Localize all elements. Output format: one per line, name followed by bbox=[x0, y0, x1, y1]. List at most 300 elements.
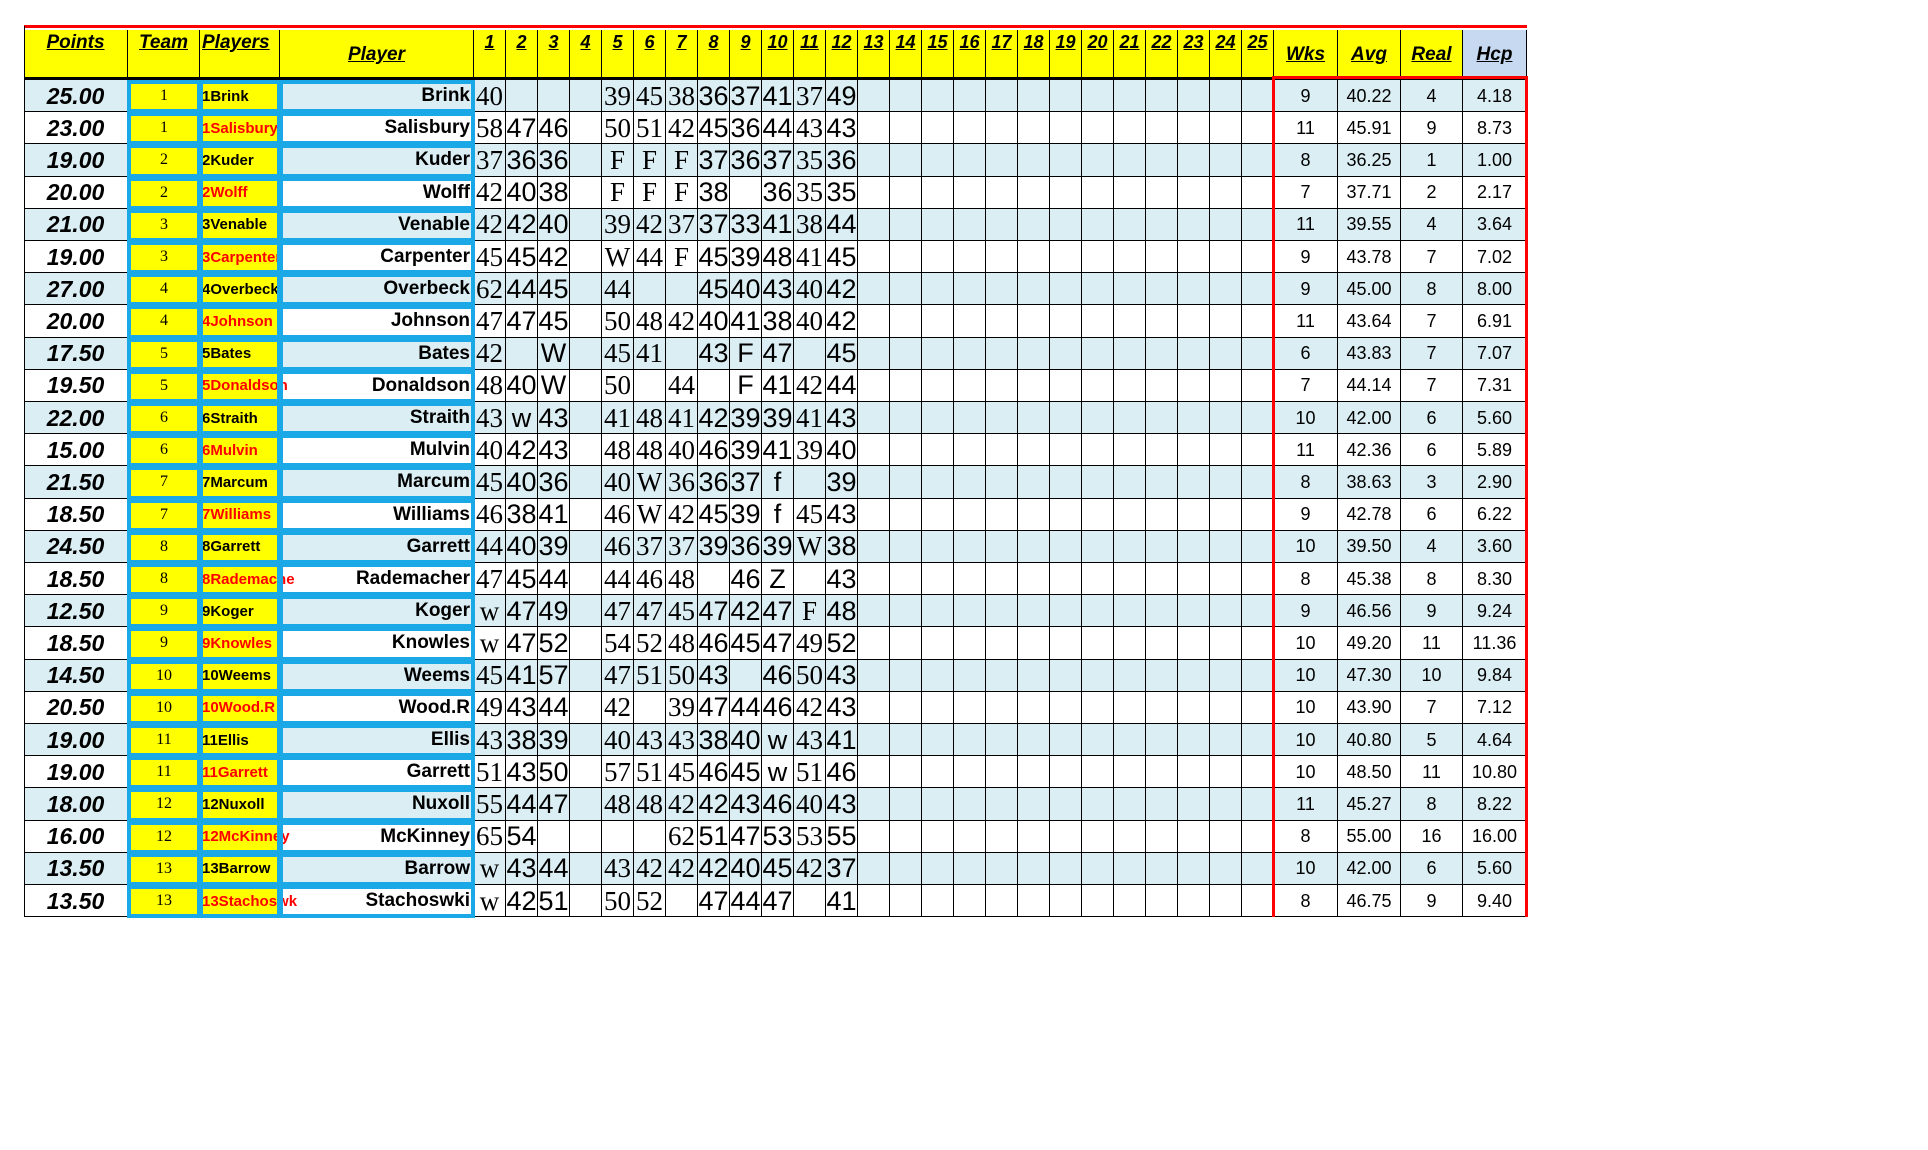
week-17-score-cell[interactable] bbox=[986, 370, 1018, 402]
week-20-score-cell[interactable] bbox=[1082, 531, 1114, 563]
week-13-score-cell[interactable] bbox=[858, 885, 890, 917]
week-13-score-cell[interactable] bbox=[858, 466, 890, 498]
week-15-score-cell[interactable] bbox=[922, 692, 954, 724]
week-17-score-cell[interactable] bbox=[986, 177, 1018, 209]
week-5-score-cell[interactable]: 47 bbox=[602, 660, 634, 692]
average-cell[interactable]: 47.30 bbox=[1338, 660, 1401, 692]
players-code-cell[interactable]: 5Donaldson bbox=[200, 370, 280, 402]
week-20-score-cell[interactable] bbox=[1082, 241, 1114, 273]
week-15-score-cell[interactable] bbox=[922, 788, 954, 820]
week-22-score-cell[interactable] bbox=[1146, 241, 1178, 273]
week-18-score-cell[interactable] bbox=[1018, 756, 1050, 788]
week-15-score-cell[interactable] bbox=[922, 177, 954, 209]
team-cell[interactable]: 5 bbox=[128, 338, 200, 370]
week-21-score-cell[interactable] bbox=[1114, 563, 1146, 595]
week-23-score-cell[interactable] bbox=[1178, 788, 1210, 820]
week-22-score-cell[interactable] bbox=[1146, 402, 1178, 434]
week-7-score-cell[interactable]: 42 bbox=[666, 112, 698, 144]
week-13-score-cell[interactable] bbox=[858, 112, 890, 144]
week-22-score-cell[interactable] bbox=[1146, 209, 1178, 241]
week-3-score-cell[interactable]: W bbox=[538, 338, 570, 370]
week-20-score-cell[interactable] bbox=[1082, 660, 1114, 692]
week-1-score-cell[interactable]: 62 bbox=[474, 273, 506, 305]
week-19-score-cell[interactable] bbox=[1050, 692, 1082, 724]
week-3-score-cell[interactable]: 45 bbox=[538, 305, 569, 336]
week-25-score-cell[interactable] bbox=[1242, 466, 1274, 498]
week-16-score-cell[interactable] bbox=[954, 531, 986, 563]
week-15-score-cell[interactable] bbox=[922, 499, 954, 531]
handicap-cell[interactable]: 8.00 bbox=[1463, 273, 1527, 305]
weeks-played-cell[interactable]: 11 bbox=[1274, 305, 1338, 337]
week-9-score-cell[interactable] bbox=[730, 660, 762, 692]
handicap-cell[interactable]: 5.60 bbox=[1463, 402, 1527, 434]
week-25-score-cell[interactable] bbox=[1242, 370, 1274, 402]
week-15-score-cell[interactable] bbox=[922, 209, 954, 241]
week-16-score-cell[interactable] bbox=[954, 80, 986, 112]
week-22-score-cell[interactable] bbox=[1146, 821, 1178, 853]
week-17-score-cell[interactable] bbox=[986, 660, 1018, 692]
player-name-cell[interactable]: Ellis bbox=[430, 729, 470, 751]
week-7-score-cell[interactable]: 38 bbox=[666, 80, 698, 112]
week-16-score-cell[interactable] bbox=[954, 466, 986, 498]
real-cell[interactable]: 7 bbox=[1401, 370, 1463, 402]
average-cell[interactable]: 45.27 bbox=[1338, 788, 1401, 820]
week-13-score-cell[interactable] bbox=[858, 595, 890, 627]
week-11-score-cell[interactable]: 38 bbox=[794, 209, 826, 241]
week-10-score-cell[interactable]: 47 bbox=[762, 627, 793, 658]
player-name-cell[interactable]: Nuxoll bbox=[411, 793, 470, 815]
handicap-cell[interactable]: 7.02 bbox=[1463, 241, 1527, 273]
week-18-score-cell[interactable] bbox=[1018, 563, 1050, 595]
players-code-cell[interactable]: 2Kuder bbox=[200, 144, 280, 176]
week-16-score-cell[interactable] bbox=[954, 724, 986, 756]
week-12-score-cell[interactable]: 45 bbox=[826, 338, 857, 369]
week-6-score-cell[interactable]: 51 bbox=[634, 660, 666, 692]
week-9-score-cell[interactable]: 39 bbox=[730, 434, 761, 465]
player-name-cell[interactable]: McKinney bbox=[380, 825, 470, 847]
week-14-score-cell[interactable] bbox=[890, 434, 922, 466]
week-25-score-cell[interactable] bbox=[1242, 724, 1274, 756]
week-3-score-cell[interactable]: 50 bbox=[538, 756, 569, 787]
week-18-score-cell[interactable] bbox=[1018, 885, 1050, 917]
handicap-cell[interactable]: 16.00 bbox=[1463, 821, 1527, 853]
week-23-score-cell[interactable] bbox=[1178, 466, 1210, 498]
week-7-score-cell[interactable]: 36 bbox=[666, 466, 698, 498]
weeks-played-cell[interactable]: 9 bbox=[1274, 273, 1338, 305]
week-19-score-cell[interactable] bbox=[1050, 563, 1082, 595]
handicap-cell[interactable]: 8.30 bbox=[1463, 563, 1527, 595]
week-20-score-cell[interactable] bbox=[1082, 305, 1114, 337]
player-name-cell[interactable]: Venable bbox=[398, 213, 470, 235]
team-cell[interactable]: 7 bbox=[128, 466, 200, 498]
week-23-score-cell[interactable] bbox=[1178, 531, 1210, 563]
week-16-score-cell[interactable] bbox=[954, 627, 986, 659]
week-6-score-cell[interactable]: W bbox=[634, 466, 666, 498]
week-15-score-cell[interactable] bbox=[922, 434, 954, 466]
week-7-score-cell[interactable]: 45 bbox=[666, 595, 698, 627]
points-cell[interactable]: 19.00 bbox=[24, 756, 128, 788]
week-8-score-cell[interactable]: 37 bbox=[698, 144, 729, 175]
week-5-score-cell[interactable]: 50 bbox=[602, 885, 634, 917]
week-11-score-cell[interactable]: 45 bbox=[794, 499, 826, 531]
week-10-score-cell[interactable]: 46 bbox=[762, 692, 793, 723]
week-24-score-cell[interactable] bbox=[1210, 627, 1242, 659]
week-17-score-cell[interactable] bbox=[986, 434, 1018, 466]
week-18-score-cell[interactable] bbox=[1018, 627, 1050, 659]
points-cell[interactable]: 18.50 bbox=[24, 499, 128, 531]
week-17-score-cell[interactable] bbox=[986, 144, 1018, 176]
weeks-played-cell[interactable]: 10 bbox=[1274, 756, 1338, 788]
player-name-cell[interactable]: Garrett bbox=[406, 761, 470, 783]
week-21-score-cell[interactable] bbox=[1114, 434, 1146, 466]
week-24-score-cell[interactable] bbox=[1210, 531, 1242, 563]
week-23-score-cell[interactable] bbox=[1178, 885, 1210, 917]
week-1-score-cell[interactable]: 47 bbox=[474, 563, 506, 595]
week-1-score-cell[interactable]: 48 bbox=[474, 370, 506, 402]
week-10-score-cell[interactable]: w bbox=[762, 724, 794, 756]
week-25-score-cell[interactable] bbox=[1242, 338, 1274, 370]
week-25-score-cell[interactable] bbox=[1242, 499, 1274, 531]
week-3-score-cell[interactable]: 41 bbox=[538, 499, 569, 530]
week-18-score-cell[interactable] bbox=[1018, 370, 1050, 402]
week-22-score-cell[interactable] bbox=[1146, 499, 1178, 531]
points-cell[interactable]: 25.00 bbox=[24, 80, 128, 112]
week-4-score-cell[interactable] bbox=[570, 273, 602, 305]
week-10-score-cell[interactable]: 41 bbox=[762, 370, 793, 401]
week-20-score-cell[interactable] bbox=[1082, 692, 1114, 724]
week-23-score-cell[interactable] bbox=[1178, 692, 1210, 724]
real-cell[interactable]: 4 bbox=[1401, 80, 1463, 112]
week-11-score-cell[interactable] bbox=[794, 563, 826, 595]
player-name-cell[interactable]: Wood.R bbox=[398, 696, 470, 718]
week-11-score-cell[interactable] bbox=[794, 338, 826, 370]
week-4-score-cell[interactable] bbox=[570, 885, 602, 917]
week-12-score-cell[interactable]: 42 bbox=[826, 273, 857, 304]
handicap-cell[interactable]: 7.12 bbox=[1463, 692, 1527, 724]
team-cell[interactable]: 3 bbox=[128, 241, 200, 273]
week-2-score-cell[interactable] bbox=[506, 338, 538, 370]
week-14-score-cell[interactable] bbox=[890, 338, 922, 370]
week-23-score-cell[interactable] bbox=[1178, 434, 1210, 466]
average-cell[interactable]: 43.83 bbox=[1338, 338, 1401, 370]
team-cell[interactable]: 2 bbox=[128, 144, 200, 176]
week-24-score-cell[interactable] bbox=[1210, 821, 1242, 853]
week-8-score-cell[interactable] bbox=[698, 370, 730, 402]
week-21-score-cell[interactable] bbox=[1114, 209, 1146, 241]
week-23-score-cell[interactable] bbox=[1178, 241, 1210, 273]
week-3-score-cell[interactable]: 49 bbox=[538, 595, 569, 626]
week-17-score-cell[interactable] bbox=[986, 273, 1018, 305]
week-1-score-cell[interactable]: w bbox=[474, 885, 506, 917]
week-15-score-cell[interactable] bbox=[922, 338, 954, 370]
week-15-score-cell[interactable] bbox=[922, 305, 954, 337]
weeks-played-cell[interactable]: 9 bbox=[1274, 241, 1338, 273]
week-17-score-cell[interactable] bbox=[986, 80, 1018, 112]
week-22-score-cell[interactable] bbox=[1146, 660, 1178, 692]
week-16-score-cell[interactable] bbox=[954, 112, 986, 144]
players-code-cell[interactable]: 9Koger bbox=[200, 595, 280, 627]
week-22-score-cell[interactable] bbox=[1146, 112, 1178, 144]
week-10-score-cell[interactable]: 44 bbox=[762, 112, 793, 143]
week-13-score-cell[interactable] bbox=[858, 177, 890, 209]
week-5-score-cell[interactable]: 44 bbox=[602, 563, 634, 595]
week-22-score-cell[interactable] bbox=[1146, 144, 1178, 176]
week-6-score-cell[interactable]: 51 bbox=[634, 112, 666, 144]
week-7-score-cell[interactable]: 37 bbox=[666, 209, 698, 241]
week-23-score-cell[interactable] bbox=[1178, 370, 1210, 402]
week-12-score-cell[interactable]: 43 bbox=[826, 402, 857, 433]
real-cell[interactable]: 9 bbox=[1401, 885, 1463, 917]
week-13-score-cell[interactable] bbox=[858, 241, 890, 273]
average-cell[interactable]: 43.78 bbox=[1338, 241, 1401, 273]
week-16-score-cell[interactable] bbox=[954, 305, 986, 337]
weeks-played-cell[interactable]: 9 bbox=[1274, 595, 1338, 627]
week-17-score-cell[interactable] bbox=[986, 209, 1018, 241]
week-15-score-cell[interactable] bbox=[922, 627, 954, 659]
week-19-score-cell[interactable] bbox=[1050, 305, 1082, 337]
week-13-score-cell[interactable] bbox=[858, 80, 890, 112]
week-5-score-cell[interactable] bbox=[602, 821, 634, 853]
week-7-score-cell[interactable]: 44 bbox=[666, 370, 698, 402]
week-11-score-cell[interactable]: W bbox=[794, 531, 826, 563]
week-22-score-cell[interactable] bbox=[1146, 724, 1178, 756]
real-cell[interactable]: 4 bbox=[1401, 531, 1463, 563]
week-9-score-cell[interactable]: 39 bbox=[730, 499, 761, 530]
week-7-score-cell[interactable]: 42 bbox=[666, 305, 698, 337]
handicap-cell[interactable]: 6.22 bbox=[1463, 499, 1527, 531]
week-23-score-cell[interactable] bbox=[1178, 273, 1210, 305]
handicap-cell[interactable]: 8.73 bbox=[1463, 112, 1527, 144]
week-11-score-cell[interactable]: 35 bbox=[794, 144, 826, 176]
week-25-score-cell[interactable] bbox=[1242, 756, 1274, 788]
week-9-score-cell[interactable]: 42 bbox=[730, 595, 761, 626]
week-20-score-cell[interactable] bbox=[1082, 627, 1114, 659]
week-6-score-cell[interactable]: 41 bbox=[634, 338, 666, 370]
handicap-cell[interactable]: 10.80 bbox=[1463, 756, 1527, 788]
week-12-score-cell[interactable]: 39 bbox=[826, 466, 857, 497]
week-17-score-cell[interactable] bbox=[986, 724, 1018, 756]
points-cell[interactable]: 19.00 bbox=[24, 241, 128, 273]
week-8-score-cell[interactable]: 36 bbox=[698, 466, 729, 497]
week-7-score-cell[interactable]: F bbox=[666, 241, 698, 273]
week-15-score-cell[interactable] bbox=[922, 724, 954, 756]
week-25-score-cell[interactable] bbox=[1242, 692, 1274, 724]
week-20-score-cell[interactable] bbox=[1082, 563, 1114, 595]
week-16-score-cell[interactable] bbox=[954, 402, 986, 434]
handicap-cell[interactable]: 9.84 bbox=[1463, 660, 1527, 692]
weeks-played-cell[interactable]: 8 bbox=[1274, 885, 1338, 917]
week-13-score-cell[interactable] bbox=[858, 692, 890, 724]
week-19-score-cell[interactable] bbox=[1050, 144, 1082, 176]
week-13-score-cell[interactable] bbox=[858, 724, 890, 756]
average-cell[interactable]: 42.00 bbox=[1338, 402, 1401, 434]
week-21-score-cell[interactable] bbox=[1114, 660, 1146, 692]
players-code-cell[interactable]: 8Garrett bbox=[200, 531, 280, 563]
week-21-score-cell[interactable] bbox=[1114, 788, 1146, 820]
week-24-score-cell[interactable] bbox=[1210, 595, 1242, 627]
player-name-cell[interactable]: Koger bbox=[415, 600, 470, 622]
week-3-score-cell[interactable] bbox=[538, 80, 570, 112]
week-21-score-cell[interactable] bbox=[1114, 595, 1146, 627]
week-1-score-cell[interactable]: w bbox=[474, 627, 506, 659]
week-11-score-cell[interactable]: 51 bbox=[794, 756, 826, 788]
team-cell[interactable]: 6 bbox=[128, 402, 200, 434]
players-code-cell[interactable]: 8Rademache bbox=[200, 563, 280, 595]
weeks-played-cell[interactable]: 10 bbox=[1274, 402, 1338, 434]
week-19-score-cell[interactable] bbox=[1050, 821, 1082, 853]
week-3-score-cell[interactable]: 44 bbox=[538, 563, 569, 594]
week-5-score-cell[interactable]: 57 bbox=[602, 756, 634, 788]
week-17-score-cell[interactable] bbox=[986, 402, 1018, 434]
week-19-score-cell[interactable] bbox=[1050, 370, 1082, 402]
week-2-score-cell[interactable]: 44 bbox=[506, 273, 537, 304]
week-23-score-cell[interactable] bbox=[1178, 627, 1210, 659]
week-18-score-cell[interactable] bbox=[1018, 112, 1050, 144]
week-7-score-cell[interactable]: 48 bbox=[666, 563, 698, 595]
week-15-score-cell[interactable] bbox=[922, 756, 954, 788]
week-3-score-cell[interactable]: 43 bbox=[538, 434, 569, 465]
week-12-score-cell[interactable]: 40 bbox=[826, 434, 857, 465]
week-22-score-cell[interactable] bbox=[1146, 885, 1178, 917]
week-25-score-cell[interactable] bbox=[1242, 563, 1274, 595]
points-cell[interactable]: 20.50 bbox=[24, 692, 128, 724]
week-2-score-cell[interactable]: 42 bbox=[506, 209, 537, 240]
week-9-score-cell[interactable]: F bbox=[730, 338, 762, 370]
week-13-score-cell[interactable] bbox=[858, 499, 890, 531]
average-cell[interactable]: 42.36 bbox=[1338, 434, 1401, 466]
week-20-score-cell[interactable] bbox=[1082, 177, 1114, 209]
week-11-score-cell[interactable]: 43 bbox=[794, 724, 826, 756]
week-22-score-cell[interactable] bbox=[1146, 627, 1178, 659]
week-8-score-cell[interactable]: 45 bbox=[698, 112, 729, 143]
week-5-score-cell[interactable]: 50 bbox=[602, 112, 634, 144]
team-cell[interactable]: 8 bbox=[128, 563, 200, 595]
points-cell[interactable]: 13.50 bbox=[24, 853, 128, 885]
week-5-score-cell[interactable]: 39 bbox=[602, 209, 634, 241]
week-23-score-cell[interactable] bbox=[1178, 402, 1210, 434]
points-cell[interactable]: 15.00 bbox=[24, 434, 128, 466]
week-25-score-cell[interactable] bbox=[1242, 434, 1274, 466]
week-4-score-cell[interactable] bbox=[570, 402, 602, 434]
week-24-score-cell[interactable] bbox=[1210, 80, 1242, 112]
week-21-score-cell[interactable] bbox=[1114, 853, 1146, 885]
week-11-score-cell[interactable]: 37 bbox=[794, 80, 826, 112]
player-name-cell[interactable]: Weems bbox=[403, 664, 470, 686]
week-22-score-cell[interactable] bbox=[1146, 338, 1178, 370]
week-17-score-cell[interactable] bbox=[986, 305, 1018, 337]
week-20-score-cell[interactable] bbox=[1082, 466, 1114, 498]
week-20-score-cell[interactable] bbox=[1082, 273, 1114, 305]
players-code-cell[interactable]: 1Salisbury bbox=[200, 112, 280, 144]
week-15-score-cell[interactable] bbox=[922, 370, 954, 402]
week-25-score-cell[interactable] bbox=[1242, 177, 1274, 209]
week-13-score-cell[interactable] bbox=[858, 853, 890, 885]
week-24-score-cell[interactable] bbox=[1210, 338, 1242, 370]
week-23-score-cell[interactable] bbox=[1178, 853, 1210, 885]
week-14-score-cell[interactable] bbox=[890, 788, 922, 820]
week-1-score-cell[interactable]: 42 bbox=[474, 177, 506, 209]
week-20-score-cell[interactable] bbox=[1082, 499, 1114, 531]
week-17-score-cell[interactable] bbox=[986, 563, 1018, 595]
week-9-score-cell[interactable]: 40 bbox=[730, 724, 761, 755]
week-13-score-cell[interactable] bbox=[858, 338, 890, 370]
week-7-score-cell[interactable]: F bbox=[666, 177, 698, 209]
week-5-score-cell[interactable]: F bbox=[602, 144, 634, 176]
week-21-score-cell[interactable] bbox=[1114, 338, 1146, 370]
players-code-cell[interactable]: 11Ellis bbox=[200, 724, 280, 756]
week-20-score-cell[interactable] bbox=[1082, 402, 1114, 434]
week-4-score-cell[interactable] bbox=[570, 853, 602, 885]
player-name-cell[interactable]: Bates bbox=[418, 342, 470, 364]
week-14-score-cell[interactable] bbox=[890, 209, 922, 241]
week-21-score-cell[interactable] bbox=[1114, 144, 1146, 176]
week-11-score-cell[interactable]: 49 bbox=[794, 627, 826, 659]
week-18-score-cell[interactable] bbox=[1018, 434, 1050, 466]
week-4-score-cell[interactable] bbox=[570, 692, 602, 724]
week-9-score-cell[interactable]: 44 bbox=[730, 692, 761, 723]
average-cell[interactable]: 39.55 bbox=[1338, 209, 1401, 241]
week-2-score-cell[interactable]: 42 bbox=[506, 885, 537, 916]
week-9-score-cell[interactable]: 45 bbox=[730, 627, 761, 658]
week-19-score-cell[interactable] bbox=[1050, 338, 1082, 370]
week-16-score-cell[interactable] bbox=[954, 853, 986, 885]
points-cell[interactable]: 19.50 bbox=[24, 370, 128, 402]
week-22-score-cell[interactable] bbox=[1146, 756, 1178, 788]
week-24-score-cell[interactable] bbox=[1210, 499, 1242, 531]
week-12-score-cell[interactable]: 45 bbox=[826, 241, 857, 272]
week-3-score-cell[interactable]: 38 bbox=[538, 177, 569, 208]
week-14-score-cell[interactable] bbox=[890, 241, 922, 273]
week-10-score-cell[interactable]: 48 bbox=[762, 241, 793, 272]
week-6-score-cell[interactable]: 52 bbox=[634, 885, 666, 917]
week-9-score-cell[interactable]: 33 bbox=[730, 209, 761, 240]
week-6-score-cell[interactable]: 42 bbox=[634, 853, 666, 885]
weeks-played-cell[interactable]: 9 bbox=[1274, 499, 1338, 531]
week-8-score-cell[interactable]: 36 bbox=[698, 80, 729, 111]
weeks-played-cell[interactable]: 11 bbox=[1274, 112, 1338, 144]
week-10-score-cell[interactable]: f bbox=[762, 466, 794, 498]
handicap-cell[interactable]: 9.40 bbox=[1463, 885, 1527, 917]
week-9-score-cell[interactable]: 44 bbox=[730, 885, 761, 916]
week-24-score-cell[interactable] bbox=[1210, 563, 1242, 595]
team-cell[interactable]: 1 bbox=[128, 80, 200, 112]
week-10-score-cell[interactable]: 47 bbox=[762, 338, 793, 369]
week-12-score-cell[interactable]: 37 bbox=[826, 853, 857, 884]
handicap-cell[interactable]: 7.07 bbox=[1463, 338, 1527, 370]
week-9-score-cell[interactable]: 40 bbox=[730, 273, 761, 304]
real-cell[interactable]: 11 bbox=[1401, 627, 1463, 659]
week-11-score-cell[interactable]: 35 bbox=[794, 177, 826, 209]
week-13-score-cell[interactable] bbox=[858, 402, 890, 434]
week-24-score-cell[interactable] bbox=[1210, 209, 1242, 241]
week-14-score-cell[interactable] bbox=[890, 724, 922, 756]
week-7-score-cell[interactable] bbox=[666, 885, 698, 917]
week-13-score-cell[interactable] bbox=[858, 627, 890, 659]
week-4-score-cell[interactable] bbox=[570, 434, 602, 466]
week-11-score-cell[interactable]: 41 bbox=[794, 241, 826, 273]
average-cell[interactable]: 55.00 bbox=[1338, 821, 1401, 853]
week-1-score-cell[interactable]: 55 bbox=[474, 788, 506, 820]
week-6-score-cell[interactable]: 42 bbox=[634, 209, 666, 241]
week-23-score-cell[interactable] bbox=[1178, 144, 1210, 176]
points-cell[interactable]: 20.00 bbox=[24, 177, 128, 209]
weeks-played-cell[interactable]: 11 bbox=[1274, 788, 1338, 820]
week-7-score-cell[interactable]: 62 bbox=[666, 821, 698, 853]
week-17-score-cell[interactable] bbox=[986, 853, 1018, 885]
real-cell[interactable]: 2 bbox=[1401, 177, 1463, 209]
week-5-score-cell[interactable]: 42 bbox=[602, 692, 634, 724]
week-10-score-cell[interactable]: Z bbox=[762, 563, 794, 595]
